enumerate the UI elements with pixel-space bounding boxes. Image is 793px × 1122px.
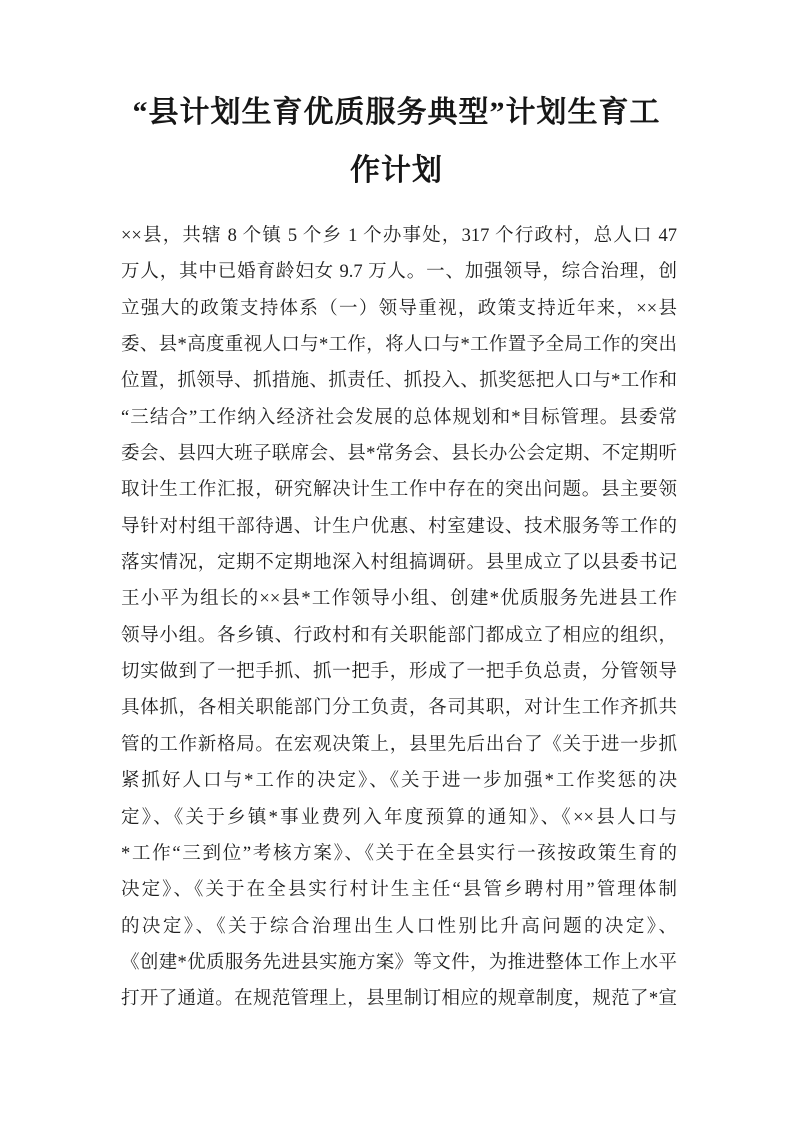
body-text-line: 决定》、《关于在全县实行村计生主任“县管乡聘村用”管理体制: [121, 880, 677, 901]
body-text-line: 管的工作新格局。在宏观决策上，县里先后出台了《关于进一步抓: [121, 734, 677, 755]
body-text-line: 领导小组。各乡镇、行政村和有关职能部门都成立了相应的组织，: [121, 625, 677, 646]
body-text-line: 导针对村组干部待遇、计生户优惠、村室建设、技术服务等工作的: [121, 516, 677, 537]
body-text-line: 王小平为组长的××县*工作领导小组、创建*优质服务先进县工作: [121, 589, 677, 610]
body-text-line: 位置，抓领导、抓措施、抓责任、抓投入、抓奖惩把人口与*工作和: [121, 371, 677, 392]
body-text-line: 打开了通道。在规范管理上，县里制订相应的规章制度，规范了*宣: [121, 989, 677, 1010]
body-text-line: 定》、《关于乡镇*事业费列入年度预算的通知》、《××县人口与: [121, 807, 677, 828]
body-text-line: 具体抓，各相关职能部门分工负责，各司其职，对计生工作齐抓共: [121, 698, 677, 719]
document-body: [121, 218, 677, 1018]
body-text-line: “三结合”工作纳入经济社会发展的总体规划和*目标管理。县委常: [121, 407, 677, 428]
body-text-line: 落实情况，定期不定期地深入村组搞调研。县里成立了以县委书记: [121, 553, 677, 574]
body-text-line: 立强大的政策支持体系（一）领导重视，政策支持近年来，××县: [121, 298, 677, 319]
body-text-line: *工作“三到位”考核方案》、《关于在全县实行一孩按政策生育的: [121, 843, 677, 864]
body-text-line: 委、县*高度重视人口与*工作，将人口与*工作置予全局工作的突出: [121, 335, 677, 356]
document-title-line-1: “县计划生育优质服务典型”计划生育工: [132, 96, 661, 129]
body-text-line: 紧抓好人口与*工作的决定》、《关于进一步加强*工作奖惩的决: [121, 771, 677, 792]
body-text-line: 万人，其中已婚育龄妇女 9.7 万人。一、加强领导，综合治理，创: [121, 262, 677, 283]
body-text-line: 切实做到了一把手抓、抓一把手，形成了一把手负总责，分管领导: [121, 662, 677, 683]
document-title-line-2: 作计划: [350, 154, 443, 187]
body-text-line: 《创建*优质服务先进县实施方案》等文件，为推进整体工作上水平: [121, 952, 677, 973]
body-text-line: 取计生工作汇报，研究解决计生工作中存在的突出问题。县主要领: [121, 480, 677, 501]
body-text-line: ××县，共辖 8 个镇 5 个乡 1 个办事处，317 个行政村，总人口 47: [121, 226, 677, 246]
body-text-line: 的决定》、《关于综合治理出生人口性别比升高问题的决定》、: [121, 916, 677, 937]
body-text-line: 委会、县四大班子联席会、县*常务会、县长办公会定期、不定期听: [121, 444, 677, 465]
document-title: [118, 84, 675, 200]
